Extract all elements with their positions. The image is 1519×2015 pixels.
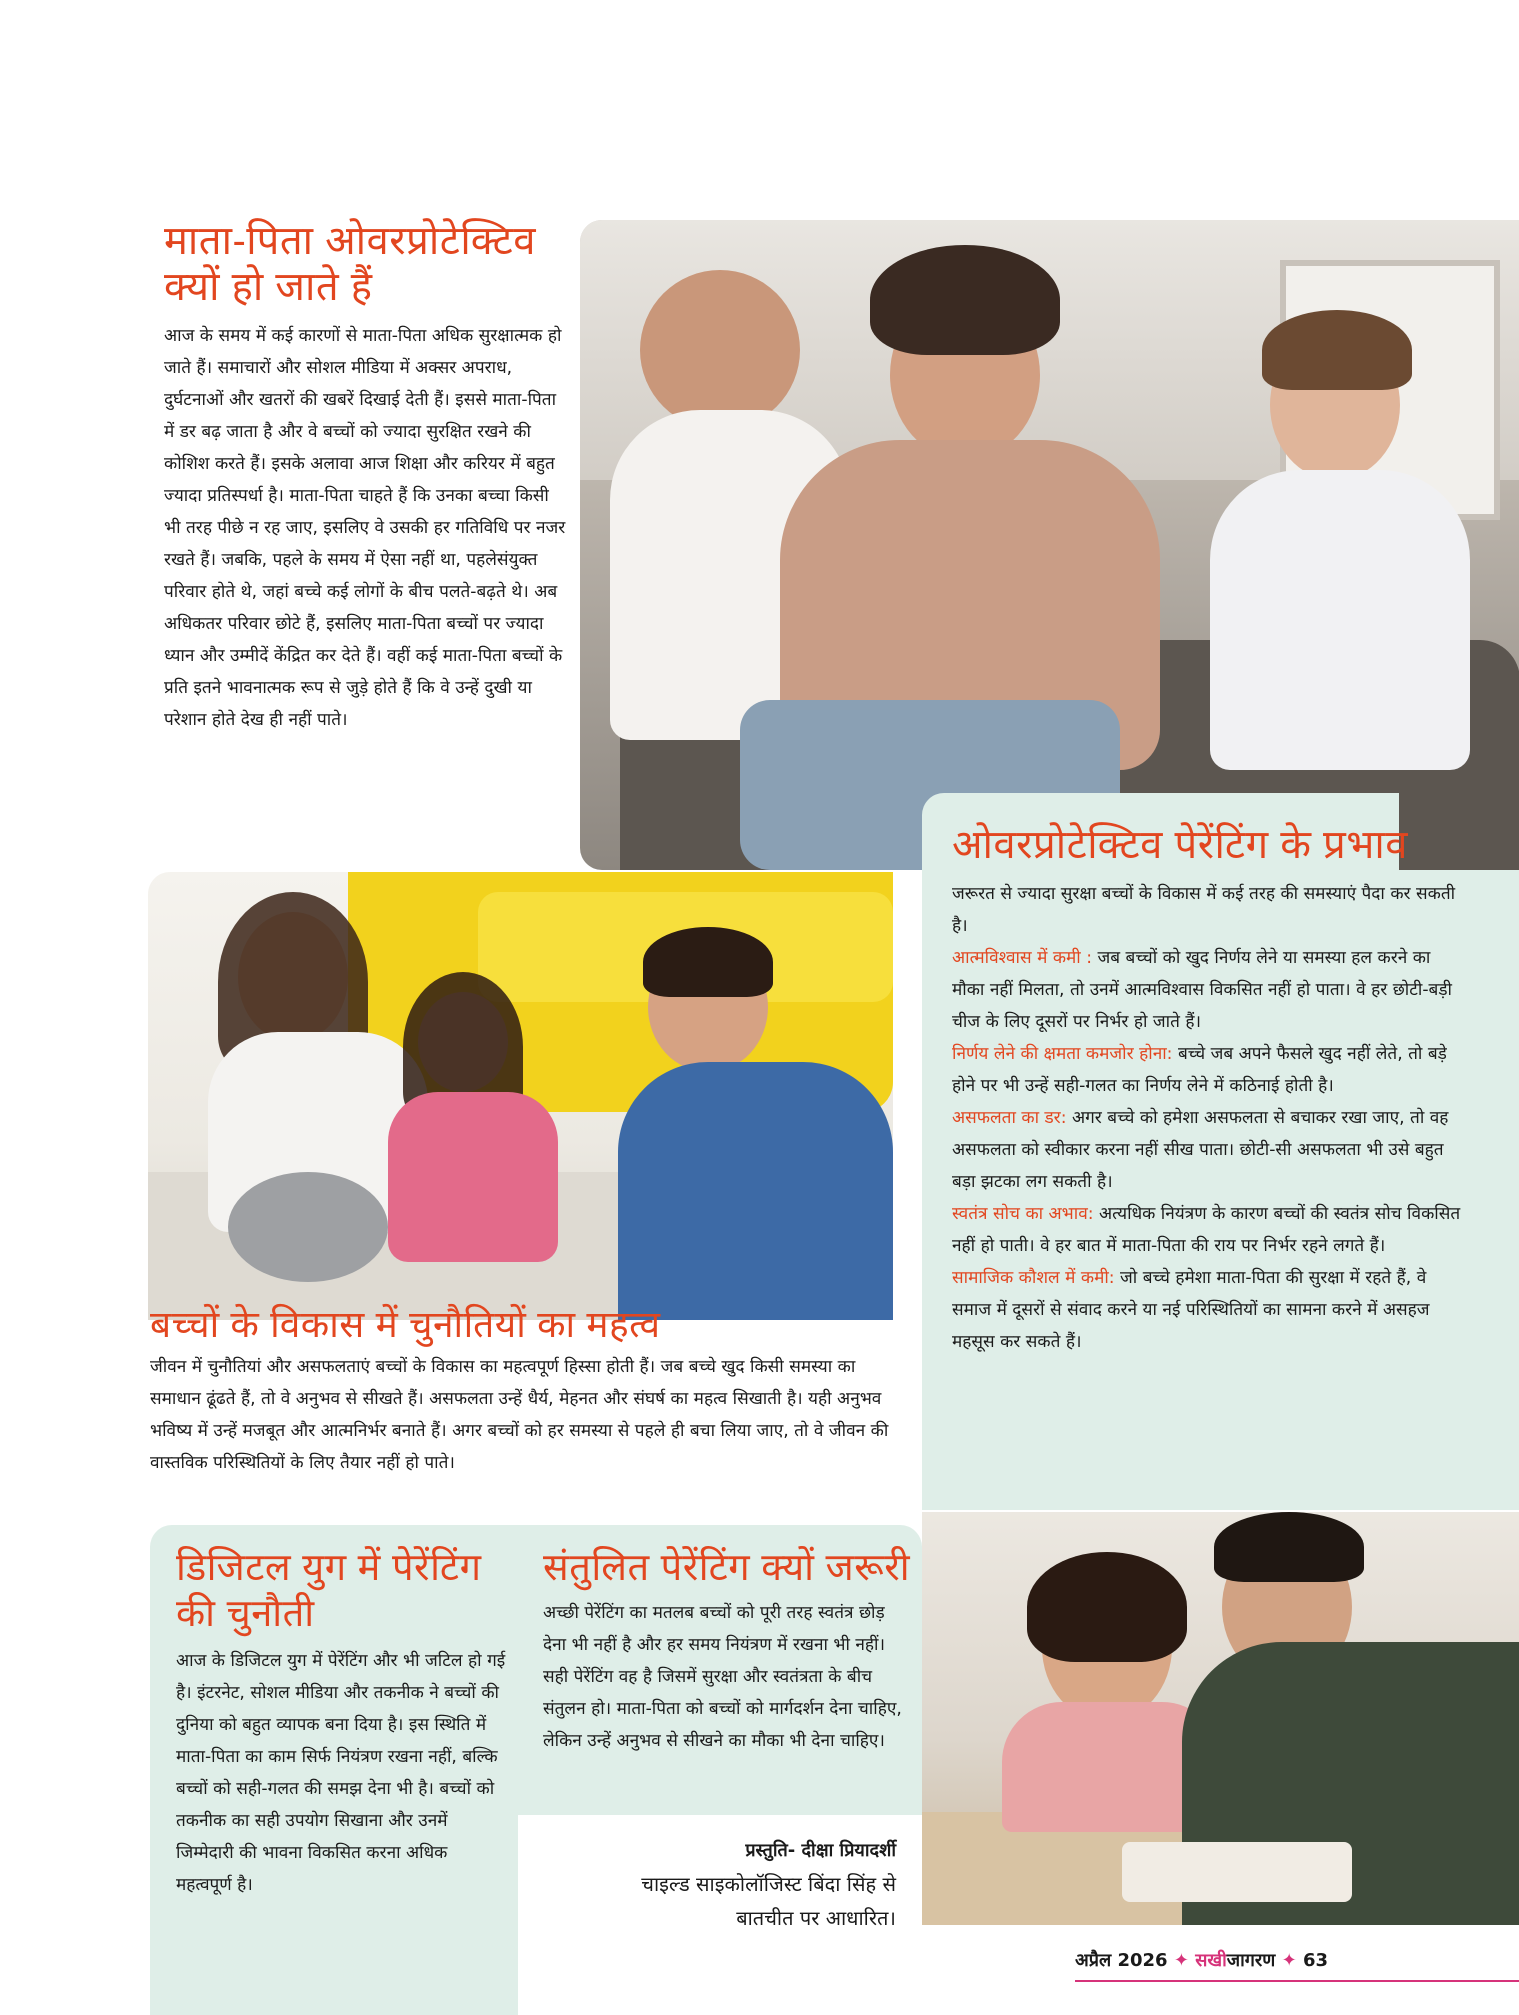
effect-point-text: बच्चे जब अपने फैसले खुद नहीं लेते, तो बड़े होने पर भी उन्हें सही-गलत का निर्णय लेने में कठिनाई होती है। [952,1044,1447,1096]
heading-line: माता-पिता ओवरप्रोटेक्टिव [164,219,536,263]
effect-point [952,1038,1467,1102]
section-heading [176,1545,506,1637]
family-floor-photo [148,872,893,1320]
section-body: आज के समय में कई कारणों से माता-पिता अधिक सुरक्षात्मक हो जाते हैं। समाचारों और सोशल मीडिया में अक्सर अपराध, दुर्घटनाओं और खतरों की खबरें दिखाई देती हैं। इससे माता-पिता में डर बढ़ जाता है और वे बच्चों को ज्यादा सुरक्षित रखने की कोशिश करते हैं। इसके अलावा आज शिक्षा और करियर में बहुत ज्यादा प्रतिस्पर्धा है। माता-पिता चाहते हैं कि उनका बच्चा किसी भी तरह पीछे न रह जाए, इसलिए वे उसकी हर गतिविधि पर नजर रखते हैं। जबकि, पहले के समय में ऐसा नहीं था, पहलेसंयुक्त परिवार होते थे, जहां बच्चे कई लोगों के बीच पलते-बढ़ते थे। अब अधिकतर परिवार छोटे हैं, इसलिए माता-पिता बच्चों पर ज्यादा ध्यान और उम्मीदें केंद्रित कर देते हैं। वहीं कई माता-पिता बच्चों के प्रति इतने भावनात्मक रूप से जुड़े होते हैं कि वे उन्हें दुखी या परेशान होते देख ही नहीं पाते। [164,326,566,730]
footer-brand-jagran: जागरण [1226,1950,1276,1971]
page-number: 63 [1302,1950,1329,1971]
section-heading: ओवरप्रोटेक्टिव पेरेंटिंग के प्रभाव [952,823,1409,867]
heading-line: डिजिटल युग में पेरेंटिंग [176,1547,482,1589]
effect-point-title: निर्णय लेने की क्षमता कमजोर होना: [952,1044,1173,1064]
section-heading [164,218,570,310]
effect-point-title: सामाजिक कौशल में कमी: [952,1268,1115,1288]
page-footer [1075,1943,1375,1979]
cooking-photo [922,1512,1519,1925]
effect-point-text: जो बच्चे हमेशा माता-पिता की सुरक्षा में रहते हैं, वे समाज में दूसरों से संवाद करने या नई परिस्थितियों का सामना करने में असहज महसूस कर सकते हैं। [952,1268,1430,1352]
effect-point-text: अत्यधिक नियंत्रण के कारण बच्चों की स्वतंत्र सोच विकसित नहीं हो पाती। वे हर बात में माता-पिता की राय पर निर्भर रहने लगते हैं। [952,1204,1461,1256]
section-intro: जरूरत से ज्यादा सुरक्षा बच्चों के विकास में कई तरह की समस्याएं पैदा कर सकती है। [952,884,1456,936]
section-heading: बच्चों के विकास में चुनौतियों का महत्व [150,1304,661,1345]
section-digital-parenting [176,1545,506,1901]
effect-point-title: असफलता का डर: [952,1108,1067,1128]
effect-point-text: जब बच्चों को खुद निर्णय लेने या समस्या हल करने का मौका नहीं मिलता, तो उनमें आत्मविश्वास विकसित नहीं हो पाता। वे हर छोटी-बड़ी चीज के लिए दूसरों पर निर्भर हो जाते हैं। [952,948,1452,1032]
effect-point [952,1262,1467,1358]
effect-point-text: अगर बच्चे को हमेशा असफलता से बचाकर रखा जाए, तो वह असफलता को स्वीकार करना नहीं सीख पाता। छोटी-सी असफलता भी उसे बहुत बड़ा झटका लग सकती है। [952,1108,1449,1192]
footer-divider [1075,1980,1519,1982]
effect-point [952,1102,1467,1198]
effect-point [952,1198,1467,1262]
credit-block [518,1815,922,2015]
effect-point-title: स्वतंत्र सोच का अभाव: [952,1204,1094,1224]
effect-point-title: आत्मविश्वास में कमी : [952,948,1093,968]
section-balanced-parenting [543,1545,913,1757]
credit-presenter: प्रस्तुति- दीक्षा प्रियादर्शी [745,1840,896,1861]
credit-source-2: बातचीत पर आधारित। [736,1906,896,1930]
heading-line: की चुनौती [176,1593,315,1635]
footer-star-icon: ✦ [1281,1950,1297,1971]
family-sofa-photo [580,220,1519,870]
footer-star-icon: ✦ [1173,1950,1189,1971]
footer-brand-sakhi: सखी [1195,1950,1227,1971]
effect-point [952,942,1467,1038]
section-overprotective-effects [952,822,1467,1358]
section-overprotective-why [164,218,570,736]
section-body: आज के डिजिटल युग में पेरेंटिंग और भी जटिल हो गई है। इंटरनेट, सोशल मीडिया और तकनीक ने बच्चों की दुनिया को बहुत व्यापक बना दिया है। इस स्थिति में माता-पिता का काम सिर्फ नियंत्रण रखना नहीं, बल्कि बच्चों को सही-गलत की समझ देना भी है। बच्चों को तकनीक का सही उपयोग सिखाना और उनमें जिम्मेदारी की भावना विकसित करना अधिक महत्वपूर्ण है। [176,1651,506,1895]
section-heading: संतुलित पेरेंटिंग क्यों जरूरी [543,1547,911,1589]
section-challenges-importance [150,1303,910,1479]
heading-line: क्यों हो जाते हैं [164,265,373,309]
section-body: अच्छी पेरेंटिंग का मतलब बच्चों को पूरी तरह स्वतंत्र छोड़ देना भी नहीं है और हर समय नियंत्रण में रखना भी नहीं। सही पेरेंटिंग वह है जिसमें सुरक्षा और स्वतंत्रता के बीच संतुलन हो। माता-पिता को बच्चों को मार्गदर्शन देना चाहिए, लेकिन उन्हें अनुभव से सीखने का मौका भी देना चाहिए। [543,1603,902,1751]
footer-month: अप्रैल 2026 [1075,1950,1168,1971]
section-body: जीवन में चुनौतियां और असफलताएं बच्चों के विकास का महत्वपूर्ण हिस्सा होती हैं। जब बच्चे खुद किसी समस्या का समाधान ढूंढते हैं, तो वे अनुभव से सीखते हैं। असफलता उन्हें धैर्य, मेहनत और संघर्ष का महत्व सिखाती है। यही अनुभव भविष्य में उन्हें मजबूत और आत्मनिर्भर बनाते हैं। अगर बच्चों को हर समस्या से पहले ही बचा लिया जाए, तो वे जीवन की वास्तविक परिस्थितियों के लिए तैयार नहीं हो पाते। [150,1357,889,1473]
credit-source: चाइल्ड साइकोलॉजिस्ट बिंदा सिंह से [641,1872,896,1896]
